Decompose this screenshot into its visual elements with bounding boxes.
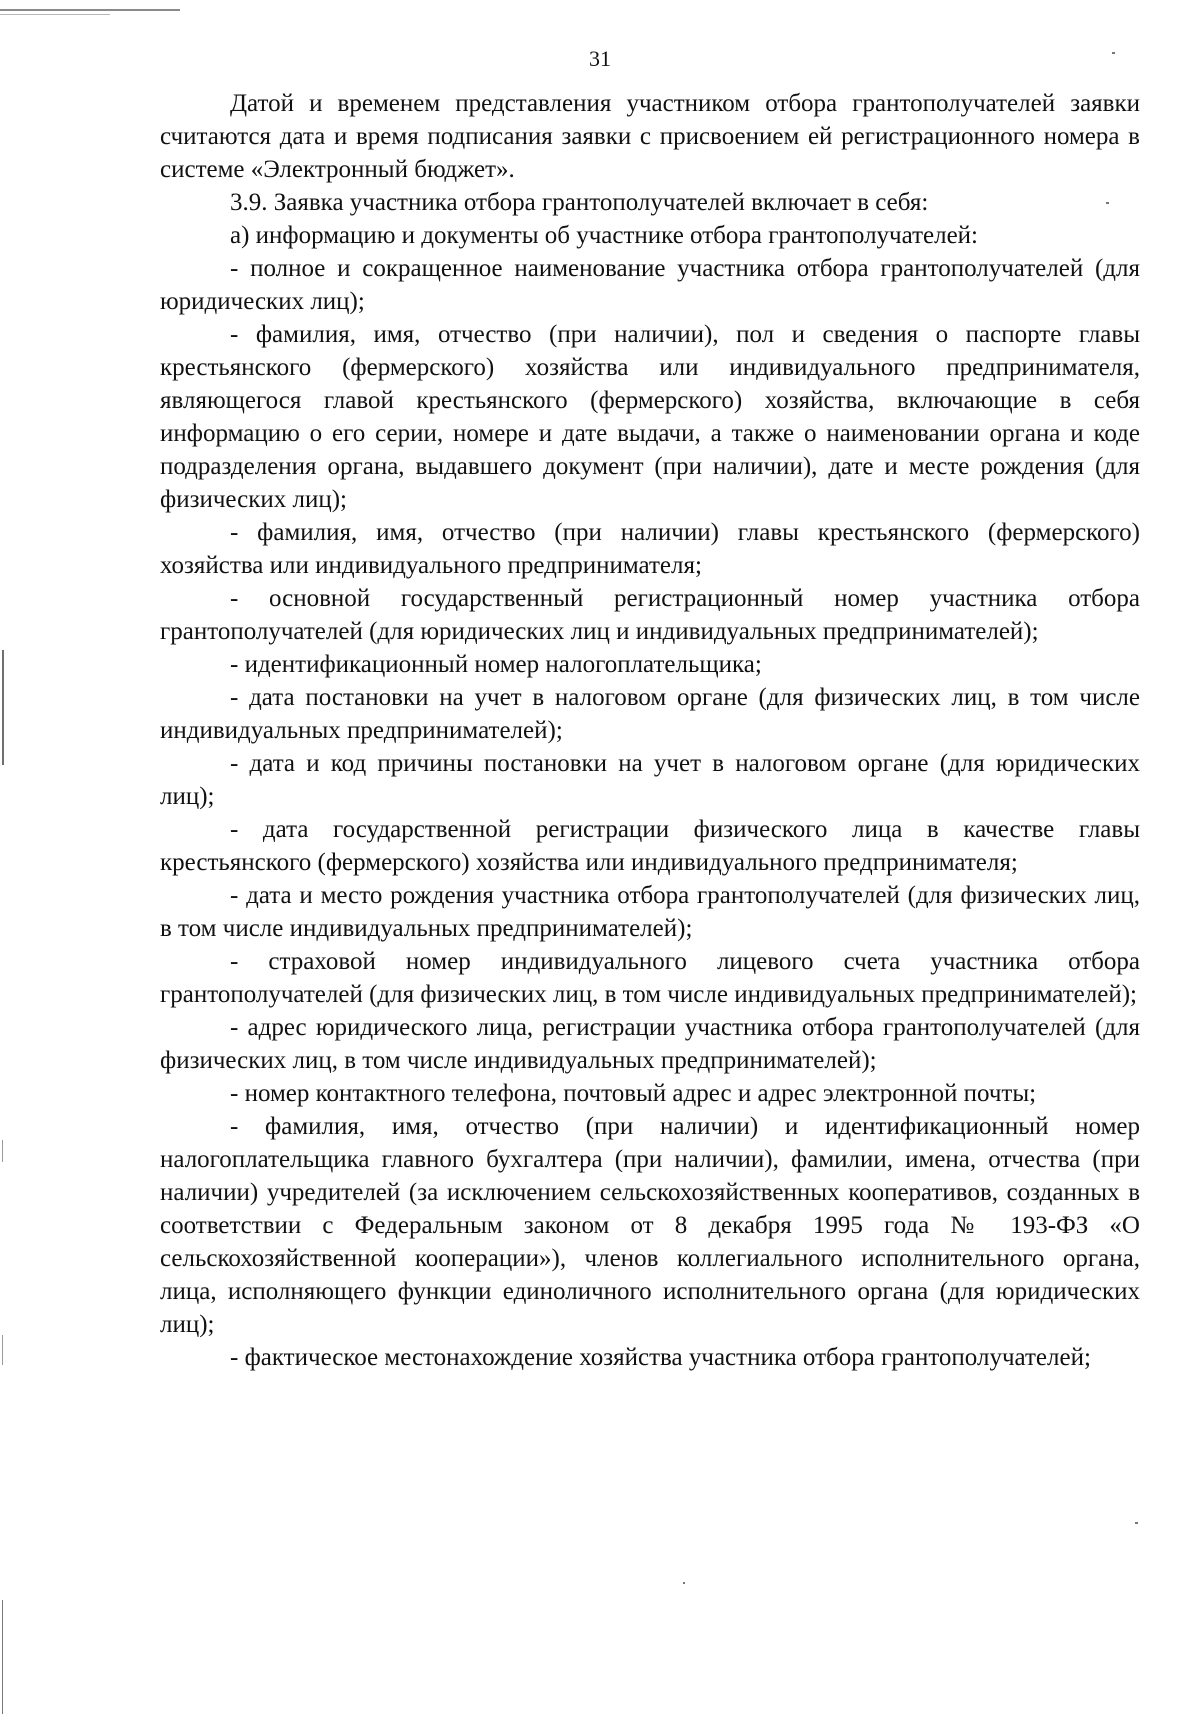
paragraph: - номер контактного телефона, почтовый адрес и адрес электронной почты; — [230, 1080, 1037, 1107]
scan-speck — [683, 1582, 685, 1584]
paragraph: - дата и код причины постановки на учет в налоговом органе (для юридических лиц); — [160, 750, 1140, 810]
paragraph: - идентификационный номер налогоплательщика; — [230, 651, 762, 678]
paragraph: а) информацию и документы об участнике отбора грантополучателей: — [230, 222, 978, 249]
paragraph: - дата государственной регистрации физического лица в качестве главы крестьянского (фермерского) хозяйства или индивидуального предпринимателя; — [160, 816, 1140, 876]
paragraph: 3.9. Заявка участника отбора грантополучателей включает в себя: — [230, 189, 929, 216]
scan-artifact-edge — [2, 1140, 3, 1162]
scan-artifact-edge — [2, 650, 4, 765]
scan-speck — [1135, 1522, 1138, 1524]
paragraph: - полное и сокращенное наименование участника отбора грантополучателей (для юридических лиц); — [160, 255, 1140, 315]
paragraph: - адрес юридического лица, регистрации участника отбора грантополучателей (для физических лиц, в том числе индивидуальных предпринимателей); — [160, 1014, 1140, 1074]
scan-artifact-edge — [2, 1335, 3, 1365]
paragraph: - фамилия, имя, отчество (при наличии), пол и сведения о паспорте главы крестьянского (фермерского) хозяйства или индивидуального предпринимателя, являющегося главой крестьянского (фермерского) хозяйства, включающие в себя информацию о его серии, номере и дате выдачи, а также о наименовании органа и коде подразделения органа, выдавшего документ (при наличии), дате и месте рождения (для физических лиц); — [160, 321, 1140, 513]
scan-artifact-edge — [2, 1600, 3, 1714]
paragraph: - фамилия, имя, отчество (при наличии) главы крестьянского (фермерского) хозяйства или индивидуального предпринимателя; — [160, 519, 1140, 579]
paragraph: - дата постановки на учет в налоговом органе (для физических лиц, в том числе индивидуальных предпринимателей); — [160, 684, 1140, 744]
paragraph: - страховой номер индивидуального лицевого счета участника отбора грантополучателей (для физических лиц, в том числе индивидуальных предпринимателей); — [160, 948, 1140, 1008]
paragraph: - фактическое местонахождение хозяйства участника отбора грантополучателей; — [230, 1344, 1091, 1371]
paragraph: - основной государственный регистрационный номер участника отбора грантополучателей (для юридических лиц и индивидуальных предпринимателей); — [160, 585, 1140, 645]
page-number: 31 — [589, 46, 611, 71]
paragraph: Датой и временем представления участником отбора грантополучателей заявки считаются дата и время подписания заявки с присвоением ей регистрационного номера в системе «Электронный бюджет». — [160, 90, 1140, 183]
scan-artifact-line — [0, 9, 180, 11]
paragraph: - фамилия, имя, отчество (при наличии) и идентификационный номер налогоплательщика главного бухгалтера (при наличии), фамилии, имена, отчества (при наличии) учредителей (за исключением сельскохозяйственных кооперативов, созданных в соответствии с Федеральным законом от 8 декабря 1995 года № 193-ФЗ «О сельскохозяйственной кооперации»), членов коллегиального исполнительного органа, лица, исполняющего функции единоличного исполнительного органа (для юридических лиц); — [160, 1113, 1140, 1338]
paragraph: - дата и место рождения участника отбора грантополучателей (для физических лиц, в том числе индивидуальных предпринимателей); — [160, 882, 1140, 942]
document-body — [160, 87, 1140, 1374]
scan-artifact-line — [0, 14, 110, 15]
